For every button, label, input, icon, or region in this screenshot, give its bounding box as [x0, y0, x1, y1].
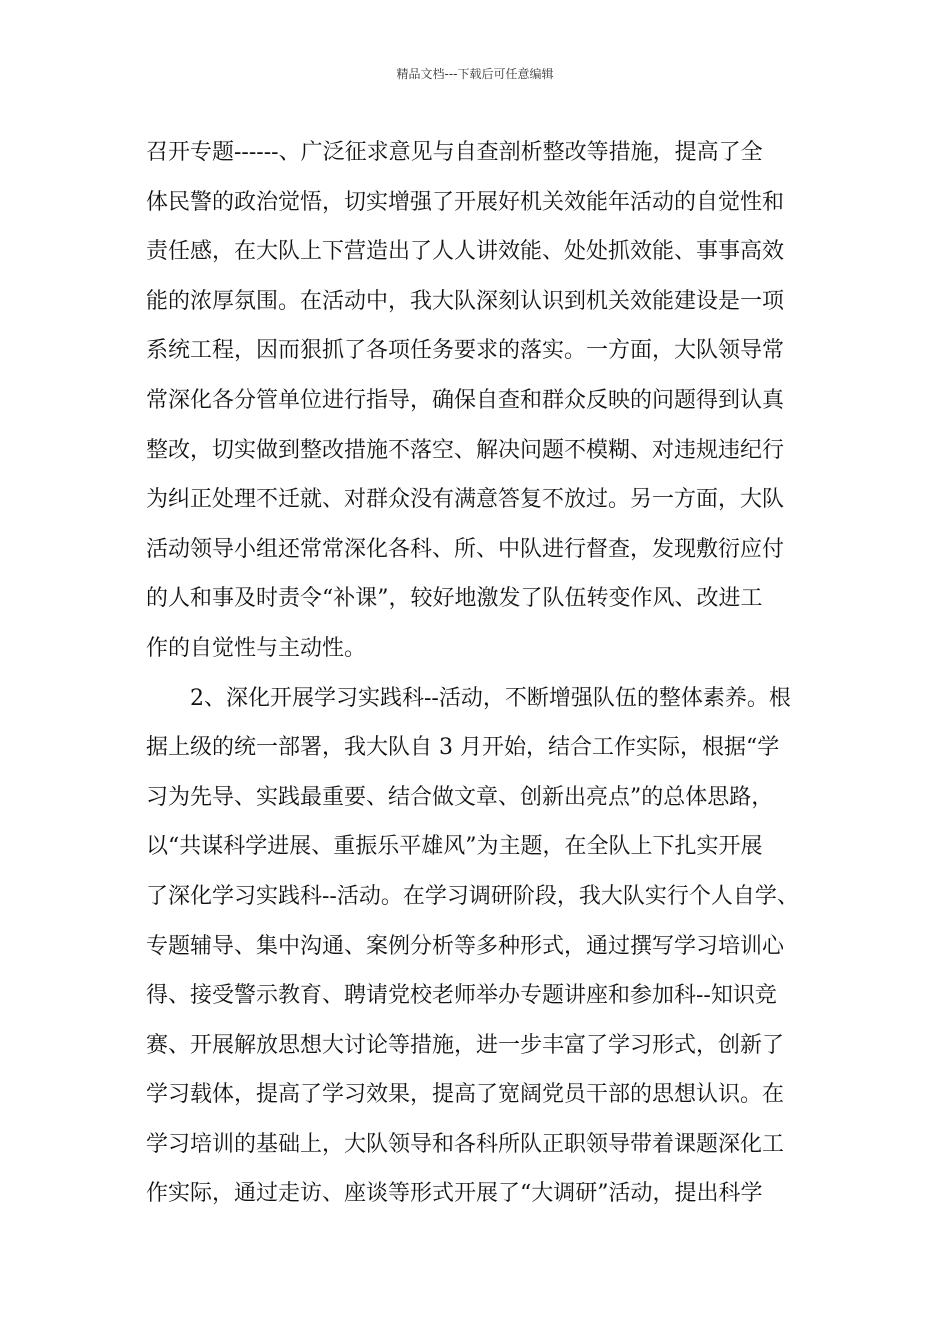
text-line: 系统工程，因而狠抓了各项任务要求的落实。一方面，大队领导常: [146, 338, 785, 364]
text-line: 为纠正处理不迁就、对群众没有满意答复不放过。另一方面，大队: [146, 487, 785, 513]
text-line: 召开专题------、广泛征求意见与自查剖析整改等措施，提高了全: [146, 140, 763, 165]
text-line: 常深化各分管单位进行指导，确保自查和群众反映的问题得到认真: [146, 387, 785, 413]
text-line: 学习载体，提高了学习效果，提高了宽阔党员干部的思想认识。在: [146, 1082, 785, 1108]
text-line: 以“共谋科学进展、重振乐平雄风”为主题，在全队上下扎实开展: [146, 834, 763, 860]
text-line: 习为先导、实践最重要、结合做文章、创新出亮点”的总体思路，: [146, 784, 774, 810]
text-line: 赛、开展解放思想大讨论等措施，进一步丰富了学习形式，创新了: [146, 1032, 785, 1058]
page-header: 精品文档---下载后可任意编辑: [396, 67, 554, 81]
text-line: 体民警的政治觉悟，切实增强了开展好机关效能年活动的自觉性和: [146, 189, 785, 215]
text-line: 的人和事及时责令“补课”，较好地激发了队伍转变作风、改进工: [146, 586, 763, 612]
text-line: 作的自觉性与主动性。: [146, 635, 367, 661]
text-line: 能的浓厚氛围。在活动中，我大队深刻认识到机关效能建设是一项: [146, 288, 785, 314]
text-line: 活动领导小组还常常深化各科、所、中队进行督查，发现敷衍应付: [146, 536, 785, 562]
text-line: 整改，切实做到整改措施不落空、解决问题不模糊、对违规违纪行: [146, 437, 785, 463]
text-line: 责任感，在大队上下营造出了人人讲效能、处处抓效能、事事高效: [146, 239, 785, 265]
text-line: 得、接受警示教育、聘请党校老师举办专题讲座和参加科--知识竞: [146, 983, 777, 1009]
body-text: [146, 128, 826, 1219]
text-line: 作实际，通过走访、座谈等形式开展了“大调研”活动，提出科学: [146, 1181, 763, 1207]
text-line: 据上级的统一部署，我大队自 3 月开始，结合工作实际，根据“学: [146, 735, 780, 761]
text-line: 了深化学习实践科--活动。在学习调研阶段，我大队实行个人自学、: [146, 883, 799, 909]
paragraph-start-line: 2、深化开展学习实践科--活动，不断增强队伍的整体素养。根: [190, 685, 791, 711]
text-line: 专题辅导、集中沟通、案例分析等多种形式，通过撰写学习培训心: [146, 933, 785, 959]
text-line: 学习培训的基础上，大队领导和各科所队正职领导带着课题深化工: [146, 1131, 785, 1157]
